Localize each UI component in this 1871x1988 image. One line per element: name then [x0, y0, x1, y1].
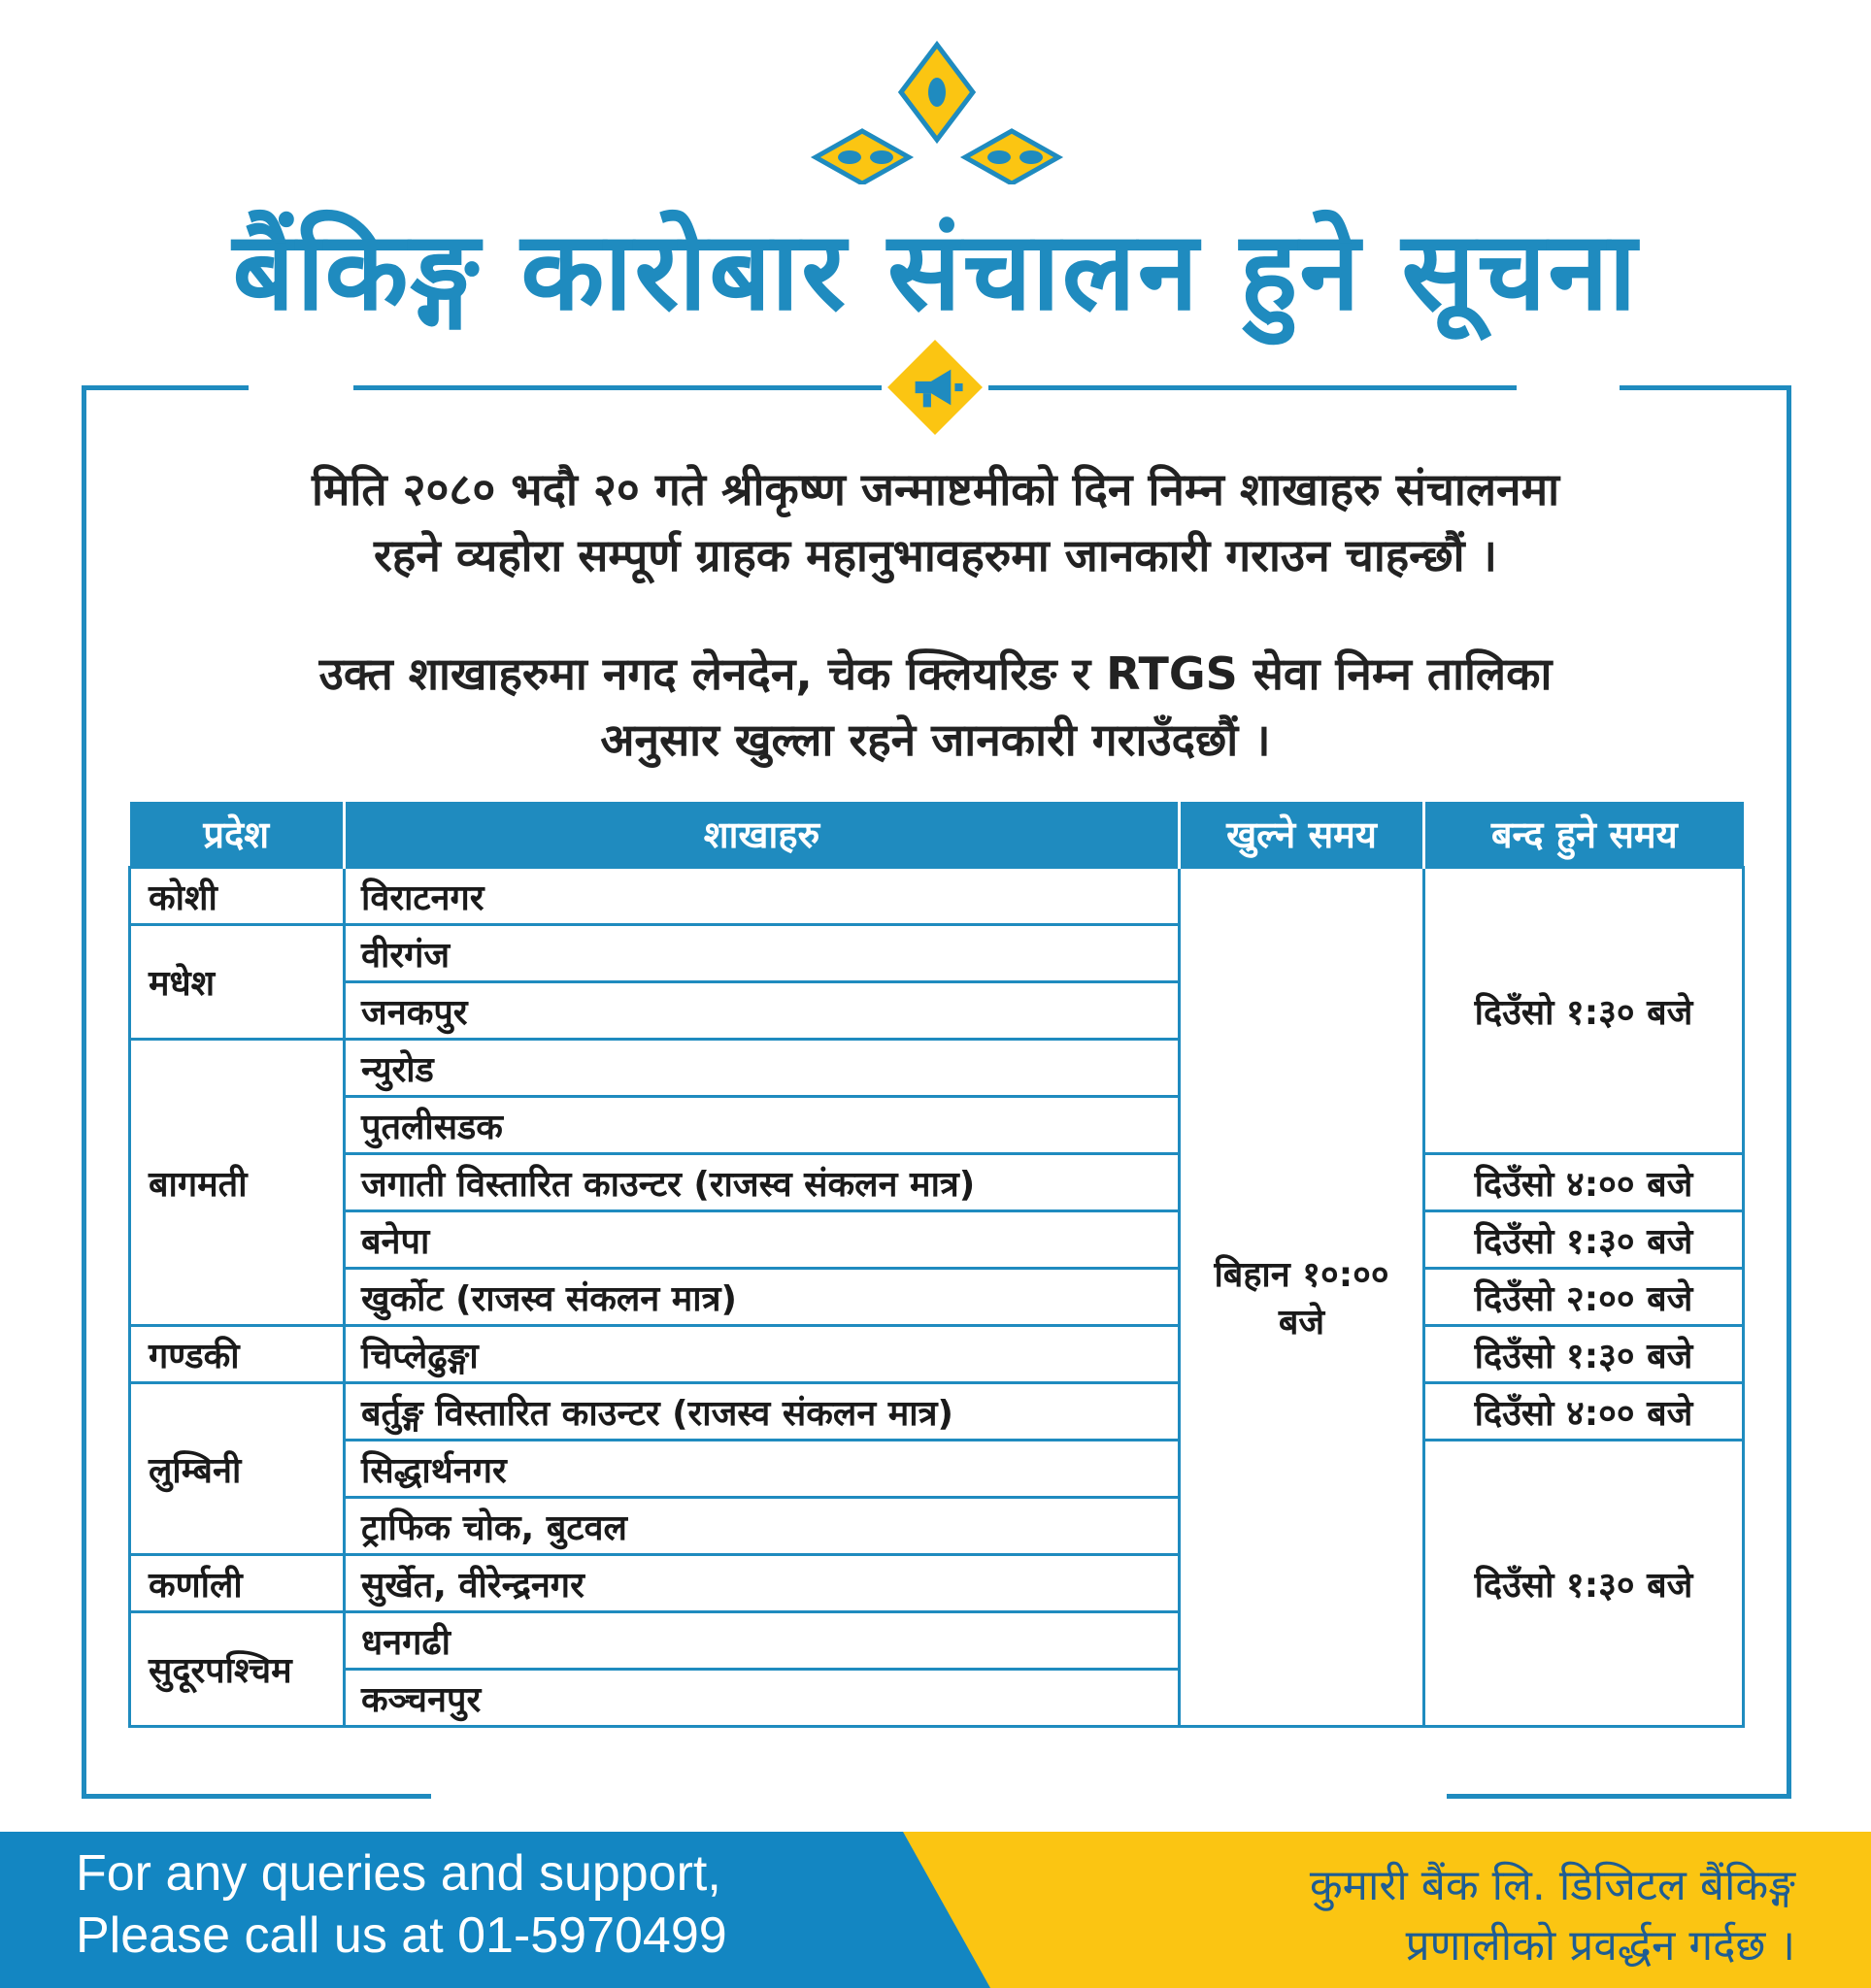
table-row [130, 1326, 1744, 1383]
close-time-cell: दिउँसो २:०० बजे [1424, 1269, 1744, 1326]
branch-cell: न्युरोड [345, 1040, 1180, 1097]
province-cell: मधेश [130, 925, 345, 1040]
intro-paragraph-1 [107, 456, 1764, 588]
table-row [130, 1441, 1744, 1498]
close-time-cell: दिउँसो ४:०० बजे [1424, 1154, 1744, 1211]
intro-line-4: अनुसार खुल्ला रहने जानकारी गराउँदछौं । [600, 713, 1271, 766]
branch-cell: बर्तुङ्ग विस्तारित काउन्टर (राजस्व संकलन मात्र) [345, 1383, 1180, 1441]
branch-cell: जगाती विस्तारित काउन्टर (राजस्व संकलन मात्र) [345, 1154, 1180, 1211]
table-row [130, 868, 1744, 925]
frame-bottom-right [1447, 1794, 1791, 1799]
bank-text-line-1: कुमारी बैंक लि. डिजिटल बैंकिङ्ग [1309, 1861, 1795, 1910]
frame-right [1787, 385, 1791, 1799]
open-time-line-1: बिहान १०:०० [1214, 1255, 1389, 1295]
close-time-cell: दिउँसो १:३० बजे [1424, 1326, 1744, 1383]
open-time-line-2: बजे [1278, 1303, 1325, 1342]
table-row [130, 1383, 1744, 1441]
close-time-cell: दिउँसो १:३० बजे [1424, 868, 1744, 1154]
table-row [130, 1269, 1744, 1326]
province-cell: बागमती [130, 1040, 345, 1326]
branch-cell: पुतलीसडक [345, 1097, 1180, 1154]
frame-bottom-left [82, 1794, 431, 1799]
branch-cell: बनेपा [345, 1211, 1180, 1269]
intro-line-3: उक्त शाखाहरुमा नगद लेनदेन, चेक क्लियरिङ र RTGS सेवा निम्न तालिका [318, 647, 1553, 700]
frame-top-left-1 [82, 385, 249, 390]
frame-top-left-2 [353, 385, 882, 390]
branch-cell: खुर्कोट (राजस्व संकलन मात्र) [345, 1269, 1180, 1326]
open-time-cell [1180, 868, 1424, 1727]
province-cell: लुम्बिनी [130, 1383, 345, 1555]
close-time-cell: दिउँसो ४:०० बजे [1424, 1383, 1744, 1441]
intro-line-1: मिति २०८० भदौ २० गते श्रीकृष्ण जन्माष्टमीको दिन निम्न शाखाहरु संचालनमा [312, 463, 1559, 515]
branch-cell: वीरगंज [345, 925, 1180, 982]
branch-cell: सिद्धार्थनगर [345, 1441, 1180, 1498]
frame-top-right-2 [1620, 385, 1787, 390]
branch-cell: विराटनगर [345, 868, 1180, 925]
branch-cell: सुर्खेत, वीरेन्द्रनगर [345, 1555, 1180, 1612]
intro-paragraph-2 [107, 641, 1764, 773]
intro-line-2: रहने व्यहोरा सम्पूर्ण ग्राहक महानुभावहरुमा जानकारी गराउन चाहन्छौं । [374, 529, 1497, 581]
kumari-bank-logo [806, 39, 1068, 184]
megaphone-icon [885, 338, 985, 437]
branch-cell: धनगढी [345, 1612, 1180, 1670]
branch-cell: जनकपुर [345, 982, 1180, 1040]
table-row [130, 1211, 1744, 1269]
notice-title: बैंकिङ्ग कारोबार संचालन हुने सूचना [232, 209, 1639, 335]
branch-cell: ट्राफिक चोक, बुटवल [345, 1498, 1180, 1555]
table-row [130, 1154, 1744, 1211]
frame-top-right-1 [988, 385, 1517, 390]
branch-schedule-table [128, 802, 1745, 1728]
header-open-time: खुल्ने समय [1180, 802, 1424, 868]
table-header-row [130, 802, 1744, 868]
close-time-cell: दिउँसो १:३० बजे [1424, 1211, 1744, 1269]
branch-cell: कञ्चनपुर [345, 1670, 1180, 1727]
branch-cell: चिप्लेढुङ्गा [345, 1326, 1180, 1383]
support-text-line-1: For any queries and support, [76, 1845, 721, 1902]
header-branches: शाखाहरु [345, 802, 1180, 868]
province-cell: गण्डकी [130, 1326, 345, 1383]
header-close-time: बन्द हुने समय [1424, 802, 1744, 868]
bank-text-line-2: प्रणालीको प्रवर्द्धन गर्दछ । [1405, 1921, 1795, 1971]
support-text-line-2: Please call us at 01-5970499 [76, 1907, 727, 1964]
close-time-cell: दिउँसो १:३० बजे [1424, 1441, 1744, 1727]
province-cell: कर्णाली [130, 1555, 345, 1612]
frame-left [82, 385, 86, 1799]
province-cell: सुदूरपश्चिम [130, 1612, 345, 1727]
province-cell: कोशी [130, 868, 345, 925]
header-province: प्रदेश [130, 802, 345, 868]
